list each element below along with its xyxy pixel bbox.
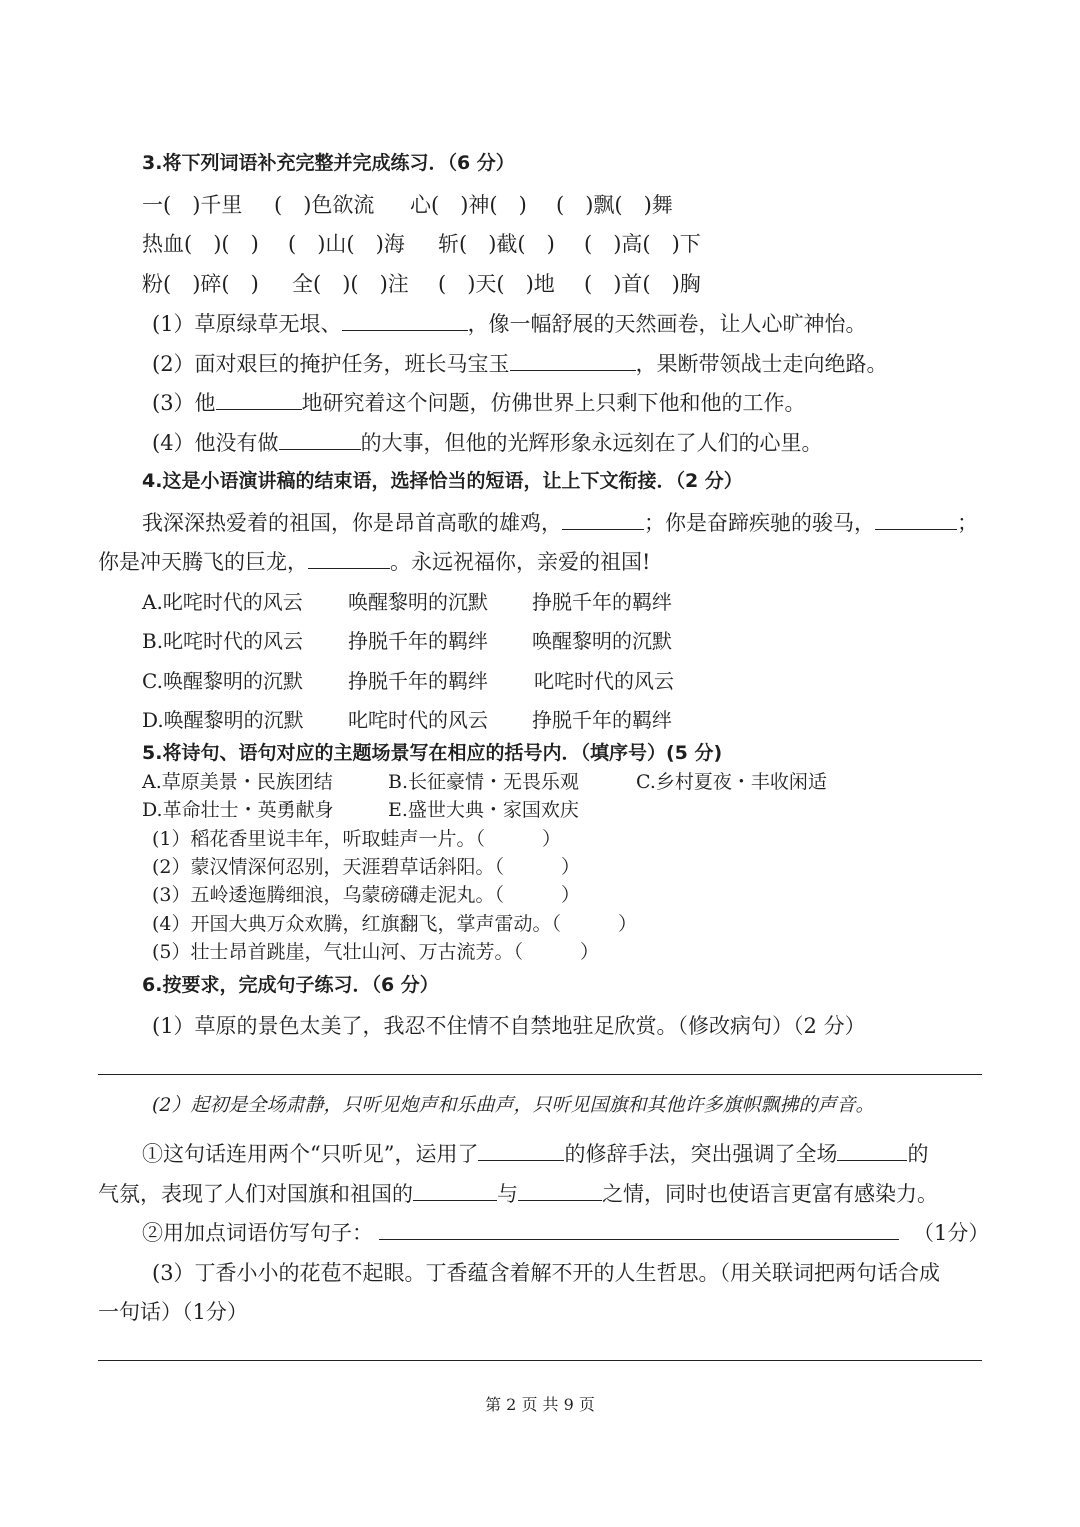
answer-blank[interactable] <box>216 388 302 410</box>
theme-option: C.乡村夏夜・丰收闲适 <box>636 771 827 793</box>
passage-text: 你是冲天腾飞的巨龙， <box>98 550 308 574</box>
q5-item-1: (1）稻花香里说丰年，听取蛙声一片。（ ） <box>152 828 562 850</box>
option-phrase: C.唤醒黎明的沉默 <box>142 669 303 693</box>
q6-heading: 6.按要求，完成句子练习．（6 分） <box>142 974 439 996</box>
answer-blank[interactable] <box>837 1139 907 1161</box>
passage-text: ； <box>957 511 978 535</box>
option-phrase: B.叱咤时代的风云 <box>142 629 304 653</box>
word-blank: ( )山( )海 <box>288 232 405 256</box>
answer-line[interactable] <box>98 1074 982 1075</box>
q6-sub-2 <box>142 1217 989 1247</box>
q4-passage-line-1 <box>142 507 978 537</box>
q6-sub-1-line-1 <box>142 1138 928 1168</box>
answer-blank[interactable] <box>279 428 361 450</box>
word-blank: ( )高( )下 <box>584 232 701 256</box>
q4-passage-line-2 <box>98 546 650 576</box>
option-phrase: 挣脱千年的羁绊 <box>348 629 488 653</box>
q6-item-1: (1）草原的景色太美了，我忍不住情不自禁地驻足欣赏。（修改病句）（2 分） <box>152 1014 866 1038</box>
answer-blank[interactable] <box>875 508 957 530</box>
word-blank: ( )飘( )舞 <box>556 193 673 217</box>
q5-item-5: (5）壮士昂首跳崖，气壮山河、万古流芳。（ ） <box>152 941 600 963</box>
option-phrase: 唤醒黎明的沉默 <box>532 629 672 653</box>
theme-option: D.革命壮士・英勇献身 <box>142 799 334 821</box>
sub-text: 与 <box>497 1182 518 1206</box>
passage-text: 。永远祝福你，亲爱的祖国! <box>390 550 651 574</box>
word-blank: 热血( )( ) <box>142 232 259 256</box>
q6-sub-1-line-2 <box>98 1178 938 1208</box>
q6-item-3-line-2: 一句话）（1分） <box>98 1300 248 1324</box>
answer-blank[interactable] <box>308 547 390 569</box>
word-blank: 粉( )碎( ) <box>142 272 259 296</box>
q5-item-2: (2）蒙汉情深何忍别，天涯碧草话斜阳。（ ） <box>152 856 581 878</box>
option-phrase: 挣脱千年的羁绊 <box>532 590 672 614</box>
option-phrase: 唤醒黎明的沉默 <box>348 590 488 614</box>
item-text: ，像一幅舒展的天然画卷，让人心旷神怡。 <box>467 312 867 336</box>
sub-text: 之情，同时也使语言更富有感染力。 <box>602 1182 938 1206</box>
item-text: (1）草原绿草无垠、 <box>152 312 342 336</box>
item-text: 的大事，但他的光辉形象永远刻在了人们的心里。 <box>360 431 823 455</box>
q3-heading: 3.将下列词语补充完整并完成练习．（6 分） <box>142 152 515 174</box>
item-text: (2）面对艰巨的掩护任务，班长马宝玉 <box>152 352 510 376</box>
passage-text: 我深深热爱着的祖国，你是昂首高歌的雄鸡， <box>142 511 562 535</box>
answer-blank[interactable] <box>379 1218 899 1240</box>
item-text: ，果断带领战士走向绝路。 <box>635 352 888 376</box>
answer-blank[interactable] <box>342 309 468 331</box>
page-number: 第 2 页 共 9 页 <box>485 1395 595 1414</box>
q3-item-2 <box>152 348 888 378</box>
sub-text: 的修辞手法，突出强调了全场 <box>564 1142 838 1166</box>
option-phrase: D.唤醒黎明的沉默 <box>142 708 304 732</box>
word-blank: ( )首( )胸 <box>584 272 701 296</box>
option-phrase: 叱咤时代的风云 <box>348 708 488 732</box>
answer-blank[interactable] <box>518 1179 602 1201</box>
word-blank: ( )色欲流 <box>274 193 375 217</box>
word-blank: 心( )神( ) <box>410 193 527 217</box>
sub-text: ①这句话连用两个“只听见”，运用了 <box>142 1142 479 1166</box>
word-blank: ( )天( )地 <box>438 272 555 296</box>
item-text: 地研究着这个问题，仿佛世界上只剩下他和他的工作。 <box>301 391 806 415</box>
item-text: (3）他 <box>152 391 216 415</box>
option-phrase: 挣脱千年的羁绊 <box>532 708 672 732</box>
sub-text: ②用加点词语仿写句子： <box>142 1221 373 1245</box>
q5-item-4: (4）开国大典万众欢腾，红旗翻飞，掌声雷动。（ ） <box>152 913 638 935</box>
answer-line[interactable] <box>98 1360 982 1361</box>
word-blank: 一( )千里 <box>142 193 243 217</box>
option-phrase: 挣脱千年的羁绊 <box>348 669 488 693</box>
theme-option: E.盛世大典・家国欢庆 <box>388 799 579 821</box>
q4-heading: 4.这是小语演讲稿的结束语，选择恰当的短语，让上下文衔接．（2 分） <box>142 470 743 492</box>
sub-text: 的 <box>907 1142 929 1166</box>
q3-item-3 <box>152 387 806 417</box>
score-label: （1分） <box>913 1221 990 1245</box>
q6-item-2: (2）起初是全场肃静，只听见炮声和乐曲声，只听见国旗和其他许多旗帜飘拂的声音。 <box>152 1094 875 1116</box>
item-text: (4）他没有做 <box>152 431 279 455</box>
theme-option: A.草原美景・民族团结 <box>142 771 333 793</box>
q3-item-1 <box>152 308 867 338</box>
answer-blank[interactable] <box>562 508 644 530</box>
answer-blank[interactable] <box>510 349 636 371</box>
sub-text: 气氛，表现了人们对国旗和祖国的 <box>98 1182 413 1206</box>
word-blank: 全( )( )注 <box>292 272 409 296</box>
answer-blank[interactable] <box>478 1139 564 1161</box>
theme-option: B.长征豪情・无畏乐观 <box>388 771 580 793</box>
q6-item-3-line-1: (3）丁香小小的花苞不起眼。丁香蕴含着解不开的人生哲思。（用关联词把两句话合成 <box>152 1261 941 1285</box>
q5-item-3: (3）五岭逶迤腾细浪，乌蒙磅礴走泥丸。（ ） <box>152 884 581 906</box>
q5-heading: 5.将诗句、语句对应的主题场景写在相应的括号内．（填序号）(5 分) <box>142 742 723 764</box>
option-phrase: A.叱咤时代的风云 <box>142 590 303 614</box>
option-phrase: 叱咤时代的风云 <box>534 669 674 693</box>
passage-text: ；你是奋蹄疾驰的骏马， <box>644 511 875 535</box>
answer-blank[interactable] <box>413 1179 497 1201</box>
word-blank: 斩( )截( ) <box>438 232 555 256</box>
q3-item-4 <box>152 427 823 457</box>
